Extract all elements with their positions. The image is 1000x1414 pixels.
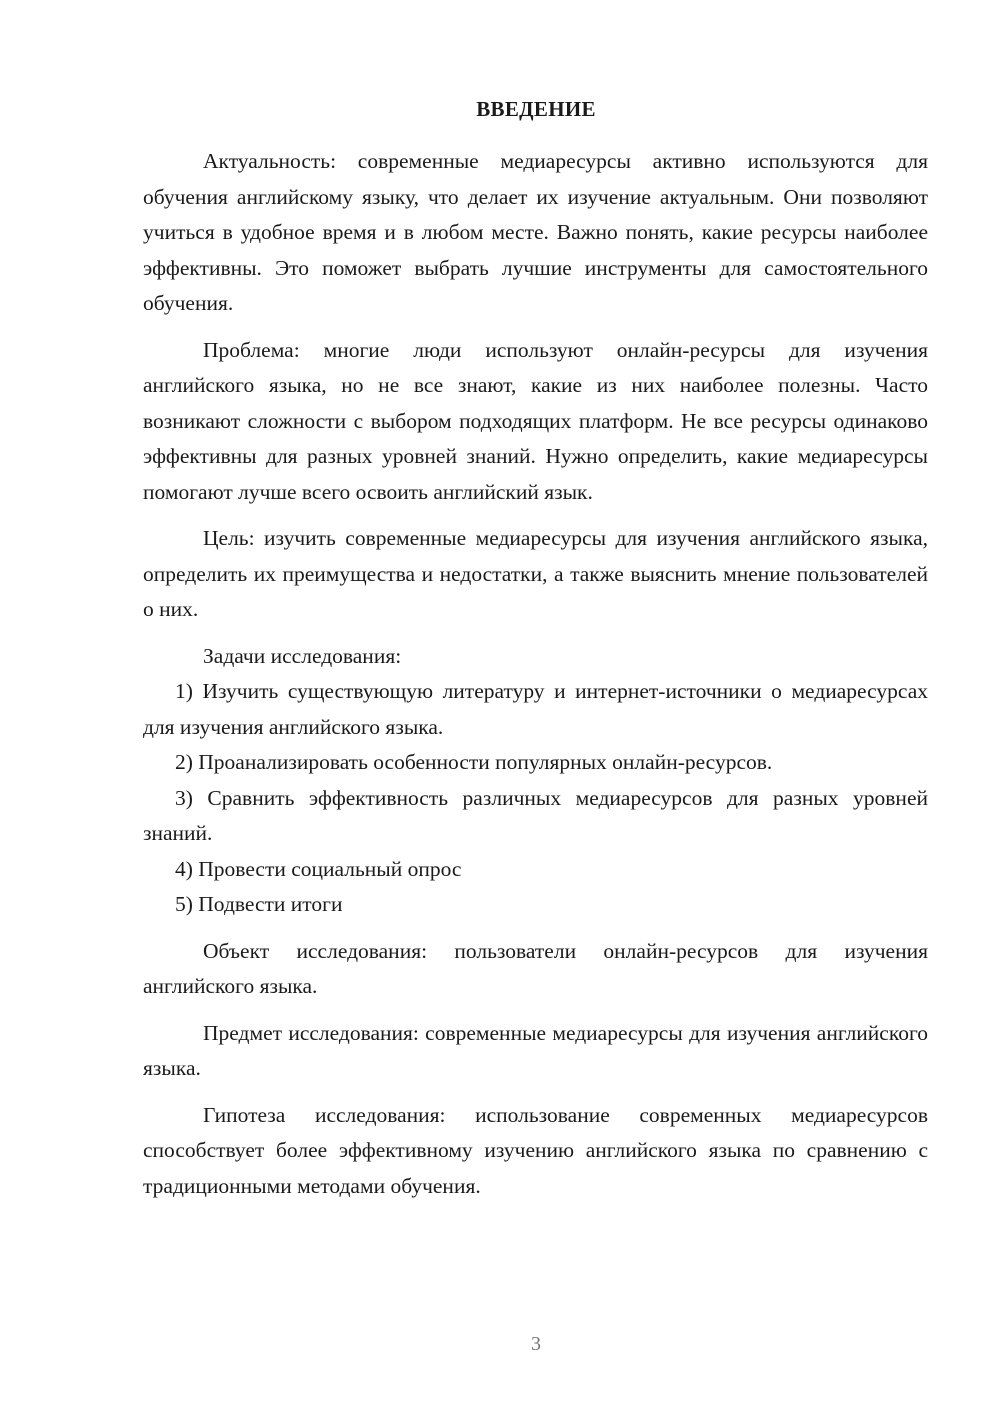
paragraph-tasks-heading: Задачи исследования: <box>203 643 402 668</box>
paragraph-object: Объект исследования: пользователи онлайн-ресурсов для изучения английского языка. <box>143 938 928 998</box>
task-item-5: 5) Подвести итоги <box>175 892 343 916</box>
task-item-2: 2) Проанализировать особенности популярных онлайн-ресурсов. <box>175 750 773 774</box>
page-number: 3 <box>531 1333 541 1355</box>
paragraph-hypothesis: Гипотеза исследования: использование современных медиаресурсов способствует более эффективному изучению английского языка по сравнению с традиционными методами обучения. <box>143 1102 928 1198</box>
paragraph-goal: Цель: изучить современные медиаресурсы для изучения английского языка, определить их преимущества и недостатки, а также выяснить мнение пользователей о них. <box>143 526 928 621</box>
paragraph-relevance: Актуальность: современные медиаресурсы активно используются для обучения английскому языку, что делает их изучение актуальным. Они позволяют учиться в удобное время и в любом месте. Важно понять, какие ресурсы наиболее эффективны. Это поможет выбрать лучшие инструменты для самостоятельного обучения. <box>143 149 928 315</box>
document-body <box>143 144 928 1204</box>
paragraph-subject: Предмет исследования: современные медиаресурсы для изучения английского языка. <box>143 1020 928 1080</box>
task-item-1: 1) Изучить существующую литературу и интернет-источники о медиаресурсах для изучения английского языка. <box>143 679 928 739</box>
section-title: ВВЕДЕНИЕ <box>476 97 596 121</box>
tasks-list <box>143 674 928 923</box>
task-item-3: 3) Сравнить эффективность различных медиаресурсов для разных уровней знаний. <box>143 785 928 845</box>
paragraph-problem: Проблема: многие люди используют онлайн-ресурсы для изучения английского языка, но не все знают, какие из них наиболее полезны. Часто возникают сложности с выбором подходящих платформ. Не все ресурсы одинаково эффективны для разных уровней знаний. Нужно определить, какие медиаресурсы помогают лучше всего освоить английский язык. <box>143 337 928 504</box>
task-item-4: 4) Провести социальный опрос <box>175 856 462 881</box>
